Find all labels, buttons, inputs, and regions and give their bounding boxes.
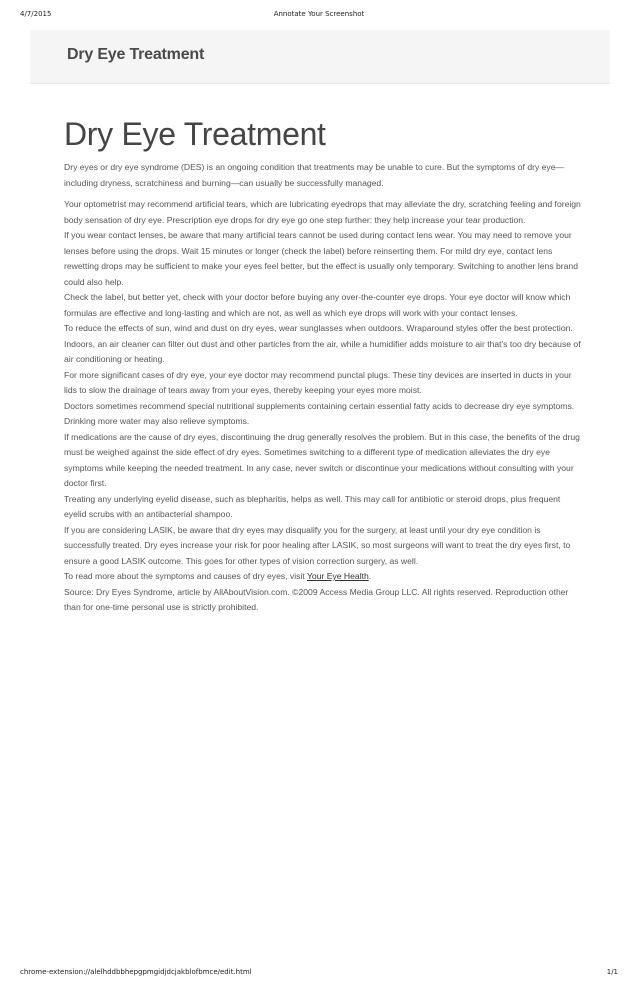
read-more-suffix: . <box>368 571 372 581</box>
paragraph-source: Source: Dry Eyes Syndrome, article by AllAboutVision.com. ©2009 Access Media Group LLC. All rights reserved. Reproduction other than for one-time personal use is strictly prohibited. <box>64 586 569 612</box>
paragraph-check-label: Check the label, but better yet, check with your doctor before buying any over-the-counter eye drops. Your eye doctor will know which formulas are effective and long-lasting and which are not, as well as which eye drops will work with your contact lenses. <box>64 292 571 318</box>
paragraph-contact-lenses: If you wear contact lenses, be aware that many artificial tears cannot be used during contact lens wear. You may need to remove your lenses before using the drops. Wait 15 minutes or longer (check the label) before reinserting them. For mild dry eye, contact lens rewetting drops may be sufficient to make your eyes feel better, but the effect is usually only temporary. Switching to another lens brand could also help. <box>64 230 578 287</box>
paragraph-lasik: If you are considering LASIK, be aware that dry eyes may disqualify you for the surgery, at least until your dry eye condition is successfully treated. Dry eyes increase your risk for poor healing after LASIK, so most surgeons will want to treat the dry eyes first, to ensure a good LASIK outcome. This goes for other types of vision correction surgery, as well. <box>64 524 571 566</box>
article <box>64 116 584 616</box>
paragraph-sunglasses: To reduce the effects of sun, wind and dust on dry eyes, wear sunglasses when outdoors. Wraparound styles offer the best protection. <box>64 323 573 333</box>
paragraph-supplements: Doctors sometimes recommend special nutritional supplements containing certain essential fatty acids to decrease dry eye symptoms. Drinking more water may also relieve symptoms. <box>64 400 575 426</box>
read-more-prefix: To read more about the symptoms and causes of dry eyes, visit <box>64 571 307 581</box>
banner-title: Dry Eye Treatment <box>67 46 205 63</box>
paragraph-punctal-plugs: For more significant cases of dry eye, your eye doctor may recommend punctal plugs. These tiny devices are inserted in ducts in your lids to slow the drainage of tears away from your eyes, thereby keeping your eyes more moist. <box>64 369 572 395</box>
page-title: Dry Eye Treatment <box>64 116 326 152</box>
print-date: 4/7/2015 <box>20 10 52 18</box>
paragraph-medications: If medications are the cause of dry eyes, discontinuing the drug generally resolves the problem. But in this case, the benefits of the drug must be weighed against the side effect of dry eyes. Sometimes switching to a different type of medication alleviates the dry eye symptoms while keeping the needed treatment. In any case, never switch or discontinue your medications without consulting with your doctor first. <box>64 431 580 488</box>
paragraph-artificial-tears: Your optometrist may recommend artificial tears, which are lubricating eyedrops that may alleviate the dry, scratching feeling and foreign body sensation of dry eye. Prescription eye drops for dry eye go one step further: they help increase your tear production. <box>64 199 581 225</box>
paragraph-eyelid-disease: Treating any underlying eyelid disease, such as blepharitis, helps as well. This may call for antibiotic or steroid drops, plus frequent eyelid scrubs with an antibacterial shampoo. <box>64 493 561 519</box>
print-title: Annotate Your Screenshot <box>273 10 365 18</box>
page-banner <box>30 30 610 84</box>
your-eye-health-link[interactable]: Your Eye Health <box>306 571 369 581</box>
paragraph-intro: Dry eyes or dry eye syndrome (DES) is an ongoing condition that treatments may be unable to cure. But the symptoms of dry eye—including dryness, scratchiness and burning—can usually be successfully managed. <box>64 162 565 188</box>
print-page-number: 1/1 <box>606 968 618 976</box>
print-url: chrome-extension://alelhddbbhepgpmgidjdcjakblofbmce/edit.html <box>20 968 252 976</box>
paragraph-read-more <box>64 569 584 585</box>
paragraph-indoors: Indoors, an air cleaner can filter out dust and other particles from the air, while a humidifier adds moisture to air that's too dry because of air conditioning or heating. <box>64 338 581 364</box>
